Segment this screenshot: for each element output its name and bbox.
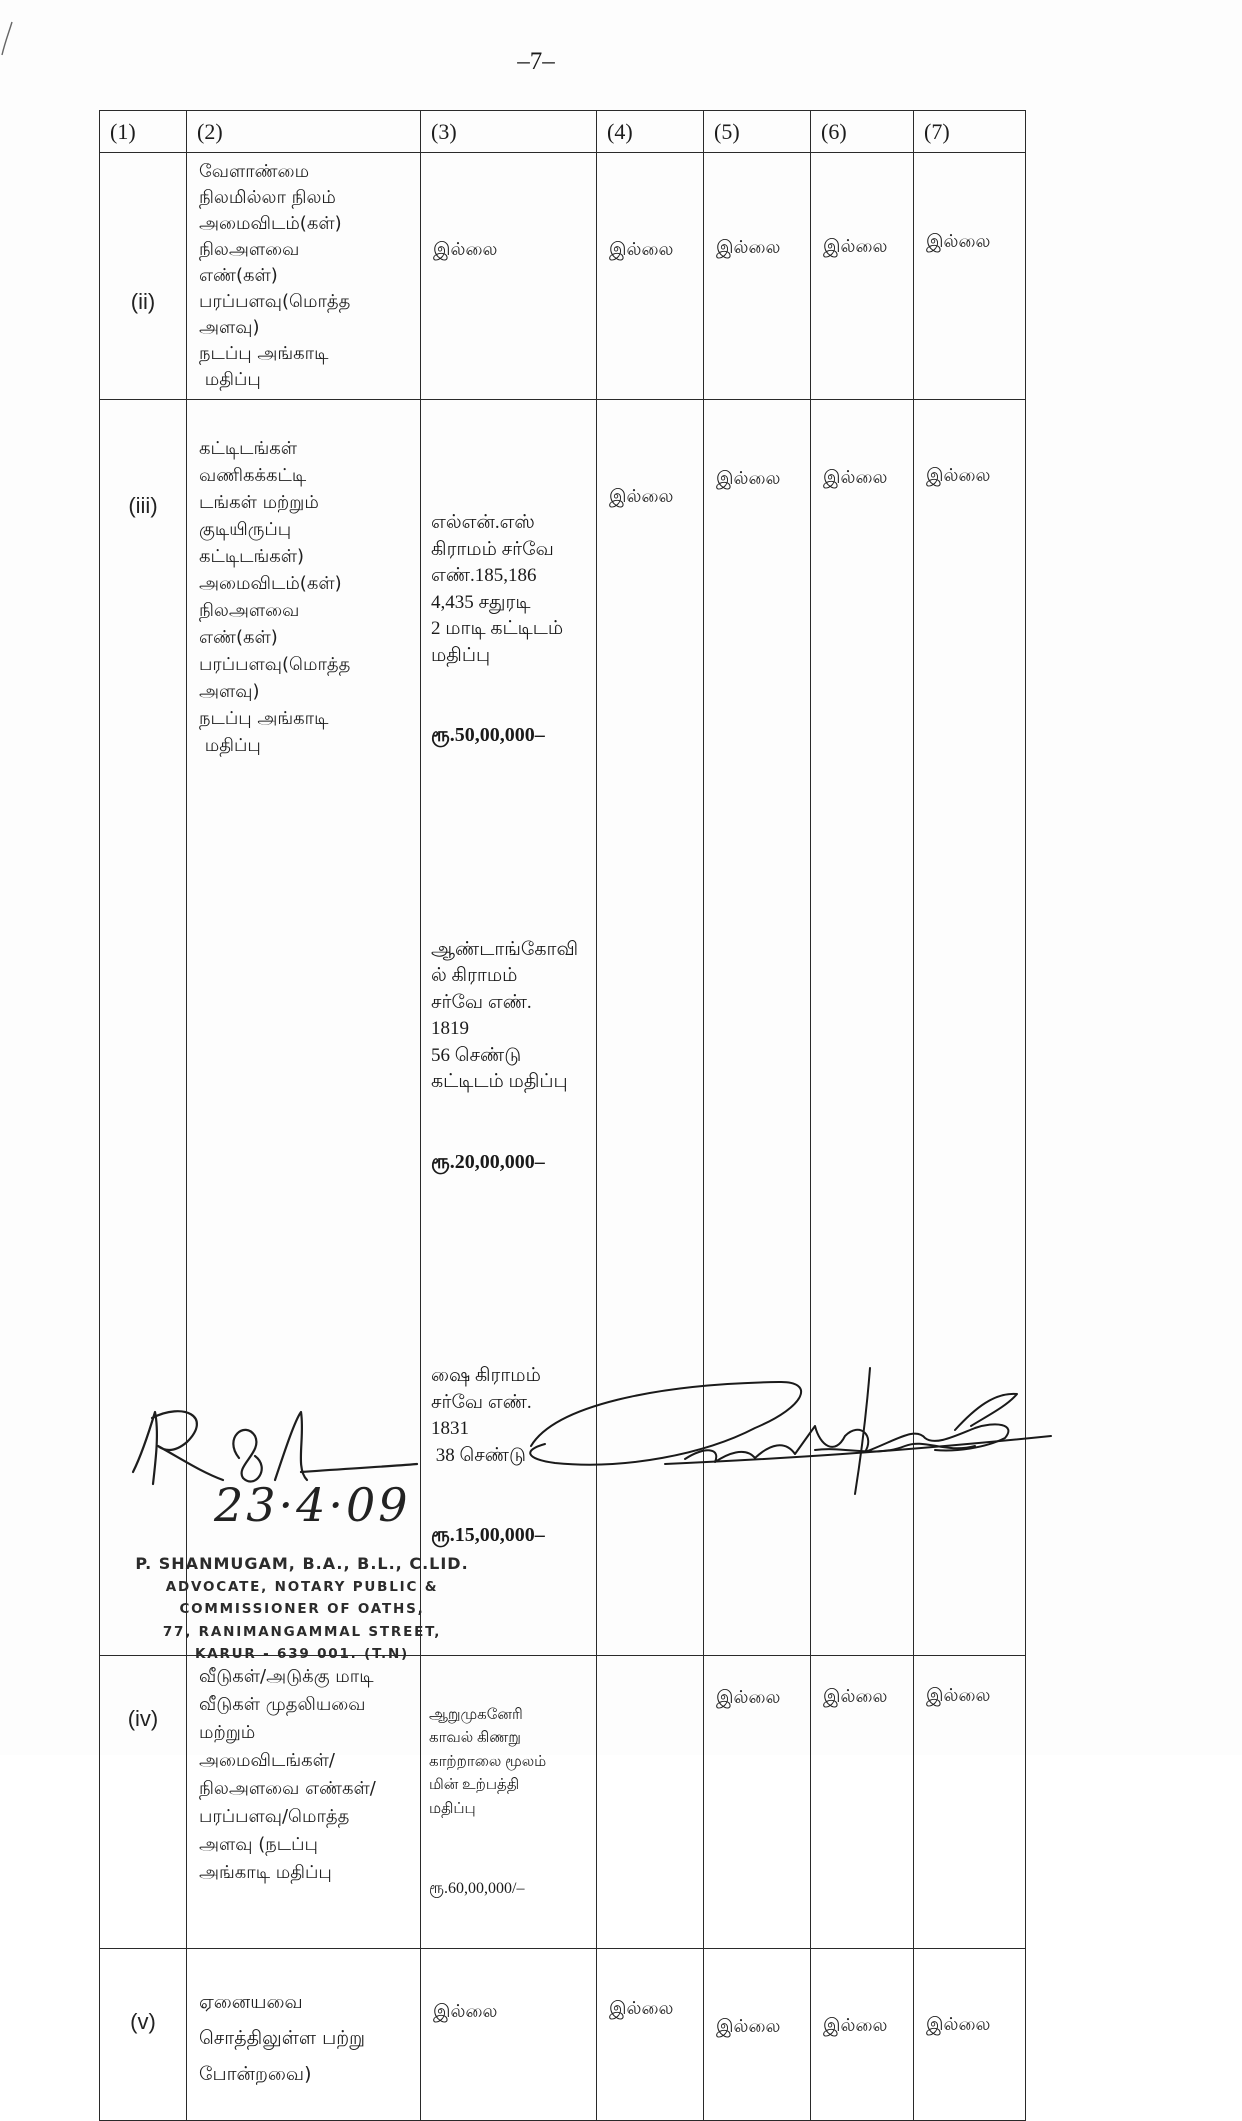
- col6-value: இல்லை: [823, 467, 888, 488]
- col5-value: இல்லை: [716, 1686, 781, 1708]
- col7-cell: [914, 153, 1026, 400]
- row-label: (iii): [128, 493, 158, 518]
- notary-stamp: [92, 1553, 512, 1666]
- header-col-7: (7): [914, 111, 1026, 153]
- row-label-cell: [100, 1948, 187, 2120]
- row-description: வீடுகள்/அடுக்கு மாடி வீடுகள் முதலியவை மற்றும் அமைவிடங்கள்/ நிலஅளவை எண்கள்/ பரப்பளவு/மொத்த அளவு (நடப்பு அங்காடி மதிப்பு: [199, 1665, 376, 1883]
- col7-value: இல்லை: [926, 231, 991, 252]
- col5-cell: [704, 153, 811, 400]
- property-entry: [431, 457, 596, 802]
- declarant-signature: [515, 1366, 1055, 1498]
- col3-cell: [421, 1655, 597, 1948]
- col6-value: இல்லை: [823, 2014, 888, 2036]
- col4-cell: [597, 153, 704, 400]
- table-row-iv: [100, 1655, 1026, 1948]
- row-label-cell: [100, 1655, 187, 1948]
- row-description: வேளாண்மை நிலமில்லா நிலம் அமைவிடம்(கள்) நிலஅளவை எண்(கள்) பரப்பளவு(மொத்த அளவு) நடப்பு அங்காடி மதிப்பு: [199, 161, 351, 390]
- header-col-3: (3): [421, 111, 597, 153]
- header-col-2: (2): [187, 111, 421, 153]
- row-label: (ii): [130, 289, 156, 314]
- property-value: ரூ.50,00,000–: [431, 724, 545, 746]
- stamp-line-street: 77, RANIMANGAMMAL STREET,: [162, 1623, 442, 1640]
- description-cell: [187, 153, 421, 400]
- property-value: ரூ.20,00,000–: [431, 1150, 545, 1173]
- stamp-line-title: ADVOCATE, NOTARY PUBLIC &: [165, 1578, 439, 1595]
- col4-value: இல்லை: [609, 486, 674, 507]
- col6-value: இல்லை: [823, 236, 888, 257]
- row-description: ஏனையவை சொத்திலுள்ள பற்று போன்றவை): [199, 1990, 366, 2085]
- header-col-4: (4): [597, 111, 704, 153]
- property-details: ஷை கிராமம் சர்வே எண். 1831 38 செண்டு: [431, 1365, 541, 1466]
- header-col-6: (6): [811, 111, 914, 153]
- col3-value: இல்லை: [433, 2000, 498, 2022]
- col3-cell: [421, 153, 597, 400]
- col3-value: இல்லை: [433, 239, 498, 260]
- property-entry: [431, 884, 596, 1229]
- col4-cell: [597, 1655, 704, 1948]
- col5-value: இல்லை: [716, 2015, 781, 2037]
- property-table: [99, 110, 1026, 2121]
- row-label-cell: [100, 153, 187, 400]
- row-label: (iv): [127, 1705, 159, 1731]
- col4-cell: [597, 1948, 704, 2120]
- table-row-v: [100, 1948, 1026, 2120]
- property-details: ஆண்டாங்கோவி ல் கிராமம் சர்வே எண். 1819 56 செண்டு கட்டிடம் மதிப்பு: [431, 938, 579, 1092]
- scan-mark: [0, 20, 14, 58]
- property-details: எல்என்.எஸ் கிராமம் சர்வே எண்.185,186 4,435 சதுரடி 2 மாடி கட்டிடம் மதிப்பு: [431, 512, 564, 666]
- stamp-line-city: KARUR - 639 001. (T.N): [194, 1646, 410, 1662]
- col6-cell: [811, 1948, 914, 2120]
- header-col-5: (5): [704, 111, 811, 153]
- col7-cell: [914, 1948, 1026, 2120]
- property-value: ரூ.15,00,000–: [431, 1524, 545, 1546]
- col5-value: இல்லை: [716, 468, 781, 489]
- header-col-1: (1): [100, 111, 187, 153]
- table-header-row: [100, 111, 1026, 153]
- property-entry: [421, 1656, 596, 1948]
- property-value: ரூ.60,00,000/–: [429, 1880, 525, 1897]
- col6-cell: [811, 1655, 914, 1948]
- col4-value: இல்லை: [609, 239, 674, 260]
- description-cell: [187, 1948, 421, 2120]
- col5-cell: [704, 1655, 811, 1948]
- signature-date: 23·4·09: [214, 1478, 411, 1532]
- row-description: கட்டிடங்கள் வணிகக்கட்டி டங்கள் மற்றும் குடியிருப்பு கட்டிடங்கள்) அமைவிடம்(கள்) நிலஅளவை எண்(கள்) பரப்பளவு(மொத்த அளவு) நடப்பு அங்காடி மதிப்பு: [199, 438, 351, 756]
- table-row-ii: [100, 153, 1026, 400]
- description-cell: [187, 1655, 421, 1948]
- col5-value: இல்லை: [716, 237, 781, 258]
- col7-value: இல்லை: [926, 2013, 991, 2035]
- stamp-line-name: P. SHANMUGAM, B.A., B.L., C.LID.: [135, 1554, 469, 1573]
- col4-value: இல்லை: [609, 1997, 674, 2019]
- col7-cell: [914, 1655, 1026, 1948]
- col7-value: இல்லை: [926, 465, 991, 486]
- page-number: –7–: [517, 48, 555, 75]
- row-label: (v): [130, 2008, 156, 2034]
- stamp-line-commission: COMMISSIONER OF OATHS,: [179, 1601, 425, 1617]
- col6-cell: [811, 153, 914, 400]
- col7-value: இல்லை: [926, 1684, 991, 1706]
- col3-cell: [421, 1948, 597, 2120]
- property-details: ஆறுமுகனேரி காவல் கிணறு காற்றாலை மூலம் மின் உற்பத்தி மதிப்பு: [429, 1706, 547, 1817]
- col5-cell: [704, 1948, 811, 2120]
- col6-value: இல்லை: [823, 1685, 888, 1707]
